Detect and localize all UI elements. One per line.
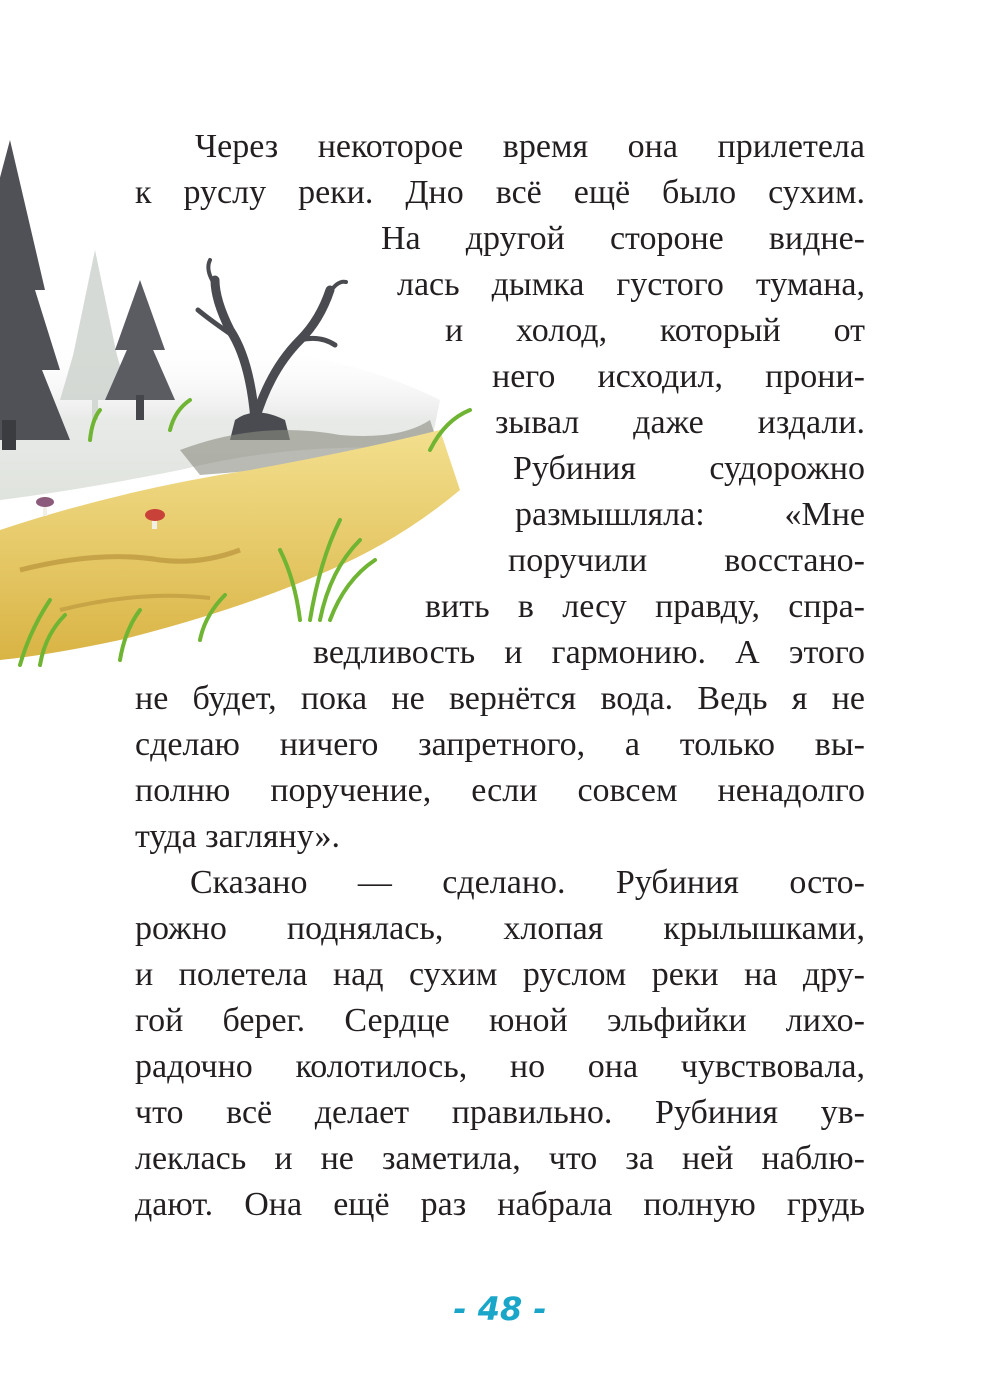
- text-line: и полетела над сухим руслом реки на дру-: [135, 956, 865, 993]
- text-line: к руслу реки. Дно всё ещё было сухим.: [135, 174, 865, 211]
- page-number: - 48 -: [453, 1290, 547, 1328]
- text-line: Рубиния судорожно: [513, 450, 865, 487]
- text-line: дают. Она ещё раз набрала полную грудь: [135, 1186, 865, 1223]
- text-line: размышляла: «Мне: [515, 496, 865, 533]
- text-line: не будет, пока не вернётся вода. Ведь я не: [135, 680, 865, 717]
- text-line: вить в лесу правду, спра-: [425, 588, 865, 625]
- text-line: сделаю ничего запретного, а только вы-: [135, 726, 865, 763]
- text-line: и холод, который от: [445, 312, 865, 349]
- text-line: радочно колотилось, но она чувствовала,: [135, 1048, 865, 1085]
- text-line: леклась и не заметила, что за ней наблю-: [135, 1140, 865, 1177]
- text-line: лась дымка густого тумана,: [397, 266, 865, 303]
- text-line: рожно поднялась, хлопая крылышками,: [135, 910, 865, 947]
- text-line: Сказано — сделано. Рубиния осто-: [190, 864, 865, 901]
- text-line: что всё делает правильно. Рубиния ув-: [135, 1094, 865, 1131]
- text-line: гой берег. Сердце юной эльфийки лихо-: [135, 1002, 865, 1039]
- text-line: Через некоторое время она прилетела: [195, 128, 865, 165]
- text-line: него исходил, прони-: [492, 358, 865, 395]
- text-line: зывал даже издали.: [495, 404, 865, 441]
- text-line: ведливость и гармонию. А этого: [313, 634, 865, 671]
- text-line: поручили восстано-: [508, 542, 865, 579]
- text-line: На другой стороне видне-: [381, 220, 865, 257]
- text-line: туда загляну».: [135, 818, 341, 855]
- fir-tree-icon: [105, 280, 175, 420]
- text-line: полню поручение, если совсем ненадолго: [135, 772, 865, 809]
